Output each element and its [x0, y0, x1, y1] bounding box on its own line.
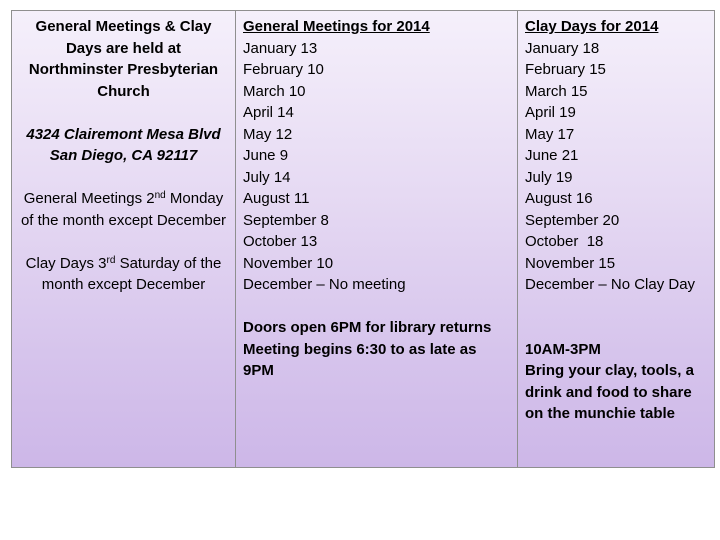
clay-dates-list: [525, 38, 708, 296]
meeting-date: December – No meeting: [243, 276, 406, 293]
clay-date: October 18: [525, 233, 604, 250]
meeting-date: January 13: [243, 39, 318, 57]
clay-day-time: 10AM-3PM: [525, 340, 601, 358]
meeting-date: August 11: [243, 190, 310, 207]
meeting-date: October 13: [243, 233, 318, 250]
meetings-column: [235, 11, 517, 467]
meeting-date: April 14: [243, 104, 294, 121]
meeting-date: February 10: [243, 61, 324, 78]
clay-date: December – No Clay Day: [525, 276, 696, 293]
meeting-dates-list: [243, 38, 511, 296]
clay-date: August 16: [525, 190, 593, 207]
schedule-table: [11, 10, 715, 468]
doors-open-note: Doors open 6PM for library returns: [243, 319, 492, 336]
meeting-date: May 12: [243, 125, 293, 143]
meeting-date: June 9: [243, 147, 289, 164]
address-street: 4324 Clairemont Mesa Blvd: [26, 125, 221, 143]
clay-date: February 15: [525, 61, 606, 78]
meeting-time-note: Meeting begins 6:30 to as late as 9PM: [243, 340, 477, 379]
clay-date: January 18: [525, 39, 600, 57]
clay-date: July 19: [525, 168, 573, 186]
meeting-date: November 10: [243, 254, 334, 272]
meetings-title: General Meetings for 2014: [243, 18, 430, 35]
location-heading: General Meetings & Clay Days are held at Northminster Presbyterian Church: [28, 18, 219, 100]
clay-date: April 19: [525, 104, 576, 121]
clay-date: March 15: [525, 82, 588, 100]
meeting-date: September 8: [243, 211, 329, 229]
clay-date: June 21: [525, 147, 579, 164]
clay-days-title: Clay Days for 2014: [525, 18, 659, 35]
location-column: [12, 11, 235, 467]
general-meetings-schedule: General Meetings 2nd Monday of the month except December: [20, 190, 227, 229]
clay-date: September 20: [525, 211, 620, 229]
clay-date: May 17: [525, 125, 575, 143]
clay-days-column: [517, 11, 714, 467]
clay-day-note: Bring your clay, tools, a drink and food to share on the munchie table: [525, 362, 694, 422]
clay-days-schedule: Clay Days 3rd Saturday of the month except December: [25, 254, 222, 293]
meeting-date: March 10: [243, 82, 306, 100]
address-city: San Diego, CA 92117: [49, 147, 198, 164]
meeting-date: July 14: [243, 168, 291, 186]
clay-date: November 15: [525, 254, 616, 272]
